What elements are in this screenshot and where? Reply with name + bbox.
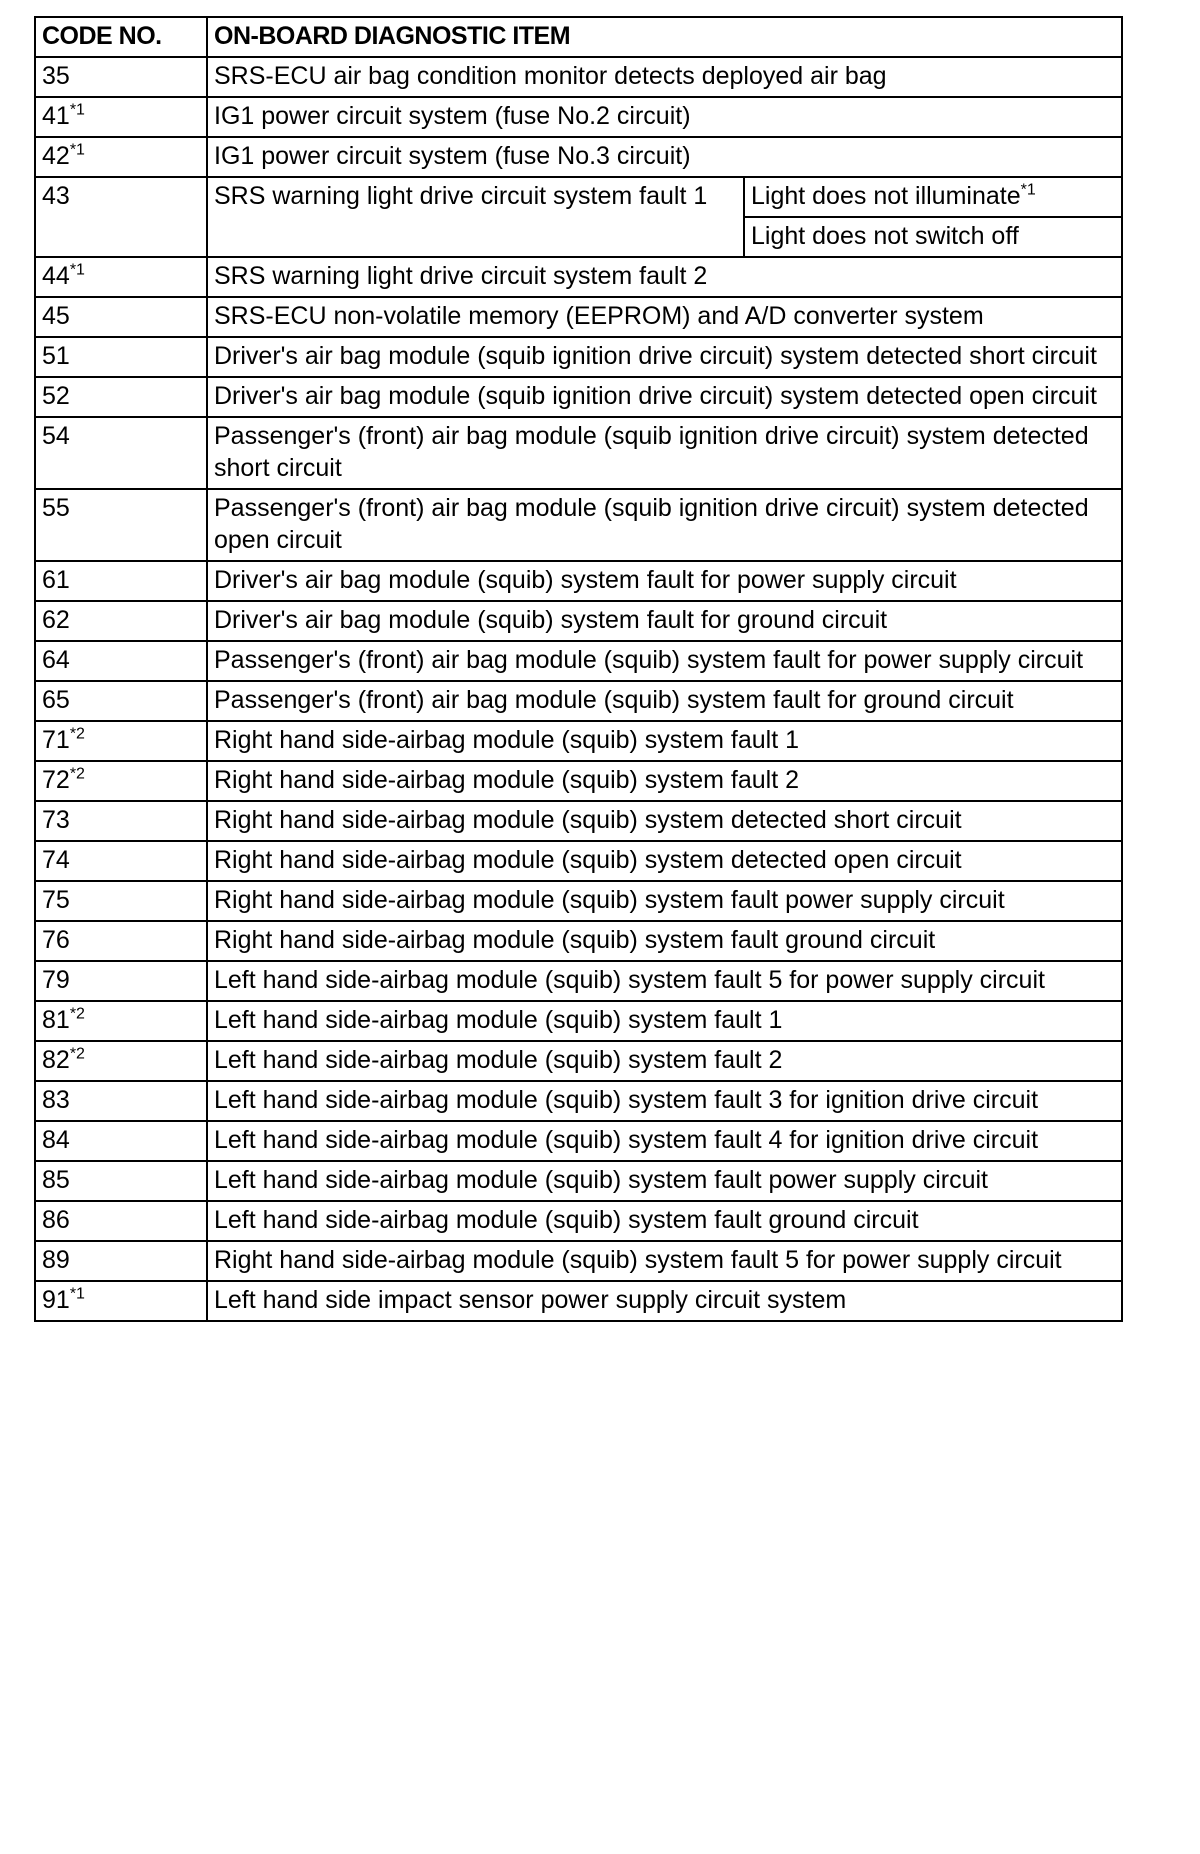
code-number: 73 bbox=[42, 806, 70, 834]
item-cell: Left hand side-airbag module (squib) system fault 3 for ignition drive circuit bbox=[207, 1081, 1122, 1121]
code-cell bbox=[35, 1201, 207, 1241]
code-number: 84 bbox=[42, 1126, 70, 1154]
table-row bbox=[35, 1201, 1122, 1241]
code-cell bbox=[35, 417, 207, 489]
code-cell bbox=[35, 721, 207, 761]
code-no-header: CODE NO. bbox=[35, 17, 207, 57]
table-row bbox=[35, 177, 1122, 217]
item-cell: Right hand side-airbag module (squib) system fault 1 bbox=[207, 721, 1122, 761]
code-number: 85 bbox=[42, 1166, 70, 1194]
code-cell bbox=[35, 377, 207, 417]
table-row bbox=[35, 1241, 1122, 1281]
code-cell bbox=[35, 561, 207, 601]
code-number: 51 bbox=[42, 342, 70, 370]
item-cell: SRS-ECU air bag condition monitor detects deployed air bag bbox=[207, 57, 1122, 97]
code-number: 81 bbox=[42, 1006, 70, 1034]
table-row bbox=[35, 417, 1122, 489]
footnote-marker: *2 bbox=[69, 1005, 85, 1023]
item-cell: Right hand side-airbag module (squib) system fault power supply circuit bbox=[207, 881, 1122, 921]
item-cell: Passenger's (front) air bag module (squib ignition drive circuit) system detected open circuit bbox=[207, 489, 1122, 561]
item-cell: Right hand side-airbag module (squib) system fault 2 bbox=[207, 761, 1122, 801]
table-row bbox=[35, 297, 1122, 337]
code-cell bbox=[35, 921, 207, 961]
code-number: 75 bbox=[42, 886, 70, 914]
code-number: 44 bbox=[42, 262, 70, 290]
item-cell: Driver's air bag module (squib) system fault for power supply circuit bbox=[207, 561, 1122, 601]
code-number: 62 bbox=[42, 606, 70, 634]
code-cell bbox=[35, 761, 207, 801]
table-row bbox=[35, 761, 1122, 801]
diagnostic-item-header: ON-BOARD DIAGNOSTIC ITEM bbox=[207, 17, 1122, 57]
table-row bbox=[35, 641, 1122, 681]
code-cell bbox=[35, 961, 207, 1001]
code-cell bbox=[35, 177, 207, 257]
code-cell bbox=[35, 641, 207, 681]
code-number: 61 bbox=[42, 566, 70, 594]
code-cell bbox=[35, 1081, 207, 1121]
sub-condition-text: Light does not switch off bbox=[751, 222, 1019, 250]
code-number: 79 bbox=[42, 966, 70, 994]
item-cell: Driver's air bag module (squib) system fault for ground circuit bbox=[207, 601, 1122, 641]
code-cell bbox=[35, 841, 207, 881]
item-cell: Passenger's (front) air bag module (squib) system fault for power supply circuit bbox=[207, 641, 1122, 681]
table-row bbox=[35, 961, 1122, 1001]
code-cell bbox=[35, 1281, 207, 1321]
code-number: 55 bbox=[42, 494, 70, 522]
footnote-marker: *2 bbox=[69, 765, 85, 783]
code-number: 89 bbox=[42, 1246, 70, 1274]
code-cell bbox=[35, 337, 207, 377]
table-row bbox=[35, 1081, 1122, 1121]
code-cell bbox=[35, 881, 207, 921]
item-cell: Left hand side-airbag module (squib) system fault 2 bbox=[207, 1041, 1122, 1081]
code-number: 41 bbox=[42, 102, 70, 130]
item-cell: SRS warning light drive circuit system fault 1 bbox=[207, 177, 744, 257]
table-row bbox=[35, 377, 1122, 417]
code-number: 71 bbox=[42, 726, 70, 754]
item-cell: SRS warning light drive circuit system fault 2 bbox=[207, 257, 1122, 297]
code-number: 76 bbox=[42, 926, 70, 954]
code-number: 43 bbox=[42, 182, 70, 210]
item-cell: SRS-ECU non-volatile memory (EEPROM) and A/D converter system bbox=[207, 297, 1122, 337]
footnote-marker: *1 bbox=[1020, 181, 1036, 199]
item-cell: Left hand side impact sensor power supply circuit system bbox=[207, 1281, 1122, 1321]
table-row bbox=[35, 337, 1122, 377]
item-cell: Driver's air bag module (squib ignition drive circuit) system detected short circuit bbox=[207, 337, 1122, 377]
code-number: 82 bbox=[42, 1046, 70, 1074]
code-cell bbox=[35, 57, 207, 97]
table-row bbox=[35, 921, 1122, 961]
table-row bbox=[35, 489, 1122, 561]
code-cell bbox=[35, 297, 207, 337]
item-cell: Right hand side-airbag module (squib) system fault ground circuit bbox=[207, 921, 1122, 961]
footnote-marker: *1 bbox=[69, 141, 85, 159]
item-cell: Right hand side-airbag module (squib) system fault 5 for power supply circuit bbox=[207, 1241, 1122, 1281]
item-cell: Left hand side-airbag module (squib) system fault 4 for ignition drive circuit bbox=[207, 1121, 1122, 1161]
code-cell bbox=[35, 489, 207, 561]
table-row bbox=[35, 561, 1122, 601]
table-row bbox=[35, 257, 1122, 297]
table-row bbox=[35, 721, 1122, 761]
code-cell bbox=[35, 97, 207, 137]
table-header-row bbox=[35, 17, 1122, 57]
item-cell: Driver's air bag module (squib ignition drive circuit) system detected open circuit bbox=[207, 377, 1122, 417]
item-cell: IG1 power circuit system (fuse No.3 circuit) bbox=[207, 137, 1122, 177]
sub-condition-cell bbox=[744, 177, 1122, 217]
sub-condition-text: Light does not illuminate bbox=[751, 182, 1021, 210]
code-number: 35 bbox=[42, 62, 70, 90]
item-cell: Left hand side-airbag module (squib) system fault 1 bbox=[207, 1001, 1122, 1041]
table-row bbox=[35, 57, 1122, 97]
code-number: 72 bbox=[42, 766, 70, 794]
table-row bbox=[35, 1121, 1122, 1161]
code-cell bbox=[35, 801, 207, 841]
footnote-marker: *1 bbox=[69, 261, 85, 279]
diagnostic-code-table bbox=[34, 16, 1123, 1322]
table-row bbox=[35, 1041, 1122, 1081]
item-cell: IG1 power circuit system (fuse No.2 circuit) bbox=[207, 97, 1122, 137]
code-number: 54 bbox=[42, 422, 70, 450]
table-row bbox=[35, 1161, 1122, 1201]
table-row bbox=[35, 137, 1122, 177]
table-row bbox=[35, 881, 1122, 921]
table-row bbox=[35, 1281, 1122, 1321]
sub-condition-cell bbox=[744, 217, 1122, 257]
table-row bbox=[35, 841, 1122, 881]
code-number: 52 bbox=[42, 382, 70, 410]
footnote-marker: *1 bbox=[69, 101, 85, 119]
item-cell: Passenger's (front) air bag module (squib ignition drive circuit) system detected short circuit bbox=[207, 417, 1122, 489]
code-number: 64 bbox=[42, 646, 70, 674]
code-cell bbox=[35, 681, 207, 721]
code-number: 74 bbox=[42, 846, 70, 874]
item-cell: Right hand side-airbag module (squib) system detected open circuit bbox=[207, 841, 1122, 881]
table-row bbox=[35, 681, 1122, 721]
code-number: 42 bbox=[42, 142, 70, 170]
item-cell: Right hand side-airbag module (squib) system detected short circuit bbox=[207, 801, 1122, 841]
code-cell bbox=[35, 1121, 207, 1161]
table-row bbox=[35, 97, 1122, 137]
item-cell: Left hand side-airbag module (squib) system fault ground circuit bbox=[207, 1201, 1122, 1241]
table-row bbox=[35, 801, 1122, 841]
item-cell: Left hand side-airbag module (squib) system fault power supply circuit bbox=[207, 1161, 1122, 1201]
code-cell bbox=[35, 1241, 207, 1281]
table-row bbox=[35, 1001, 1122, 1041]
code-cell bbox=[35, 257, 207, 297]
code-number: 45 bbox=[42, 302, 70, 330]
code-number: 86 bbox=[42, 1206, 70, 1234]
code-number: 91 bbox=[42, 1286, 70, 1314]
code-cell bbox=[35, 1001, 207, 1041]
item-cell: Passenger's (front) air bag module (squib) system fault for ground circuit bbox=[207, 681, 1122, 721]
code-cell bbox=[35, 601, 207, 641]
code-number: 65 bbox=[42, 686, 70, 714]
table-body bbox=[35, 57, 1122, 1321]
code-cell bbox=[35, 1161, 207, 1201]
footnote-marker: *1 bbox=[69, 1285, 85, 1303]
item-cell: Left hand side-airbag module (squib) system fault 5 for power supply circuit bbox=[207, 961, 1122, 1001]
code-cell bbox=[35, 1041, 207, 1081]
footnote-marker: *2 bbox=[69, 1045, 85, 1063]
code-number: 83 bbox=[42, 1086, 70, 1114]
code-cell bbox=[35, 137, 207, 177]
table-row bbox=[35, 601, 1122, 641]
footnote-marker: *2 bbox=[69, 725, 85, 743]
